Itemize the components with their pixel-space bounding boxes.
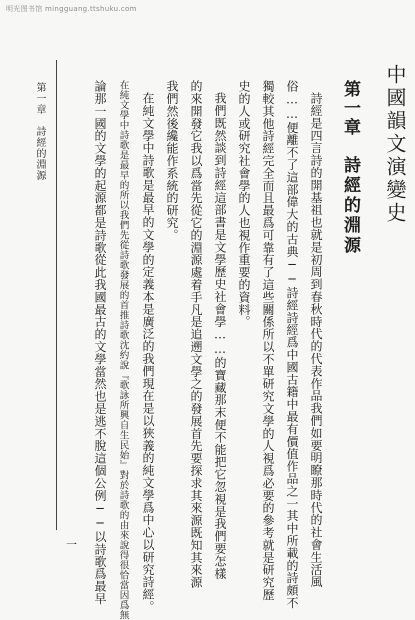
book-title: 中國韻文演變史: [383, 64, 407, 225]
text-column: 俗……便離不了這部偉大的古典──詩經詩經爲中國古籍中最有價值作品之一其中所載的詩頗不: [285, 80, 299, 609]
text-column: 在純文學中詩歌是最早的所以我們先從詩歌發展的首推詩歌沈約說『歌詠所興自生民始』對於詩歌的由來說得很恰當因爲無: [117, 80, 129, 620]
margin-rule: [56, 60, 57, 530]
text-column: 詩經是四言詩的開基祖也就是初周到春秋時代的代表作品我們如要明瞭那時代的社會生活風: [309, 92, 323, 588]
text-column: 史的人或研究社會學的人也視作重要的資料。: [237, 80, 251, 328]
running-head-title: 詩經的淵源: [34, 126, 45, 181]
page-number: 一: [66, 538, 77, 551]
text-column: 在純文學中詩歌是最早的文學的定義本是廣泛的我們現在是以狹義的純文學爲中心以研究詩經。: [141, 92, 155, 613]
chapter-number: 第一章: [340, 80, 360, 137]
text-column: 我們然後纔能作系統的研究。: [165, 80, 179, 242]
text-column: 的來開發它我以爲當先從它的淵源處着手凡是追遡文學之的發展首先要探求其來源既知其來源: [189, 80, 203, 589]
running-head-chapter: 第一章: [34, 82, 45, 115]
chapter-title: 詩經的淵源: [340, 156, 360, 256]
text-column: 獨較其他詩經完全而且最爲可靠有了這些關係所以不單研究文學的人視爲必要的參考就是研究歷: [261, 80, 275, 601]
text-column: 我們既然談到詩經這部書是文學歷史社會學……的寶藏那末便不能把它忽視是我們要怎樣: [213, 92, 227, 580]
watermark: 明光图书馆 mingguang.ttshuku.com: [6, 5, 137, 13]
text-column: 論那一國的文學的起源都是詩歌從此我國最古的文學當然也是逃不脫這個公例──以詩歌爲最早: [93, 80, 107, 605]
